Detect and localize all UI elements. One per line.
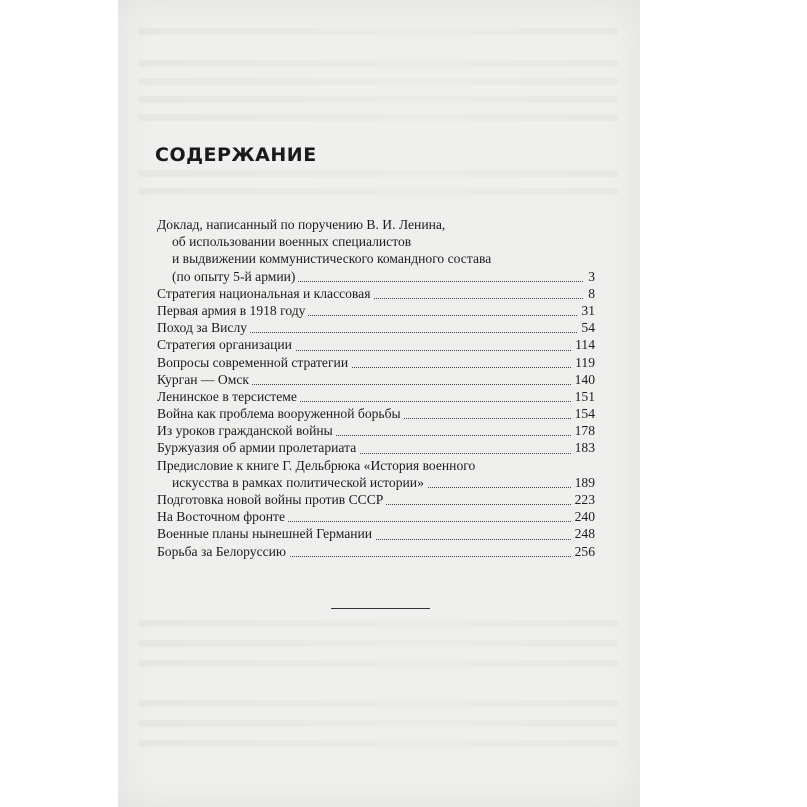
toc-entry [157, 457, 595, 491]
toc-entry-line [157, 302, 595, 319]
toc-page-number: 140 [571, 371, 595, 388]
toc-entry-line [157, 525, 595, 542]
toc-entry-line [157, 543, 595, 560]
toc-entry [157, 439, 595, 456]
toc-entry-title: Вопросы современной стратегии [157, 355, 351, 370]
toc-entry-line [157, 268, 595, 285]
toc-entry-line [157, 457, 595, 474]
bleed-through-line [138, 78, 618, 85]
toc-entry-title: Первая армия в 1918 году [157, 303, 308, 318]
toc-page-number: 8 [584, 285, 595, 302]
toc-entry-line [157, 405, 595, 422]
toc-entry [157, 285, 595, 302]
toc-entry-line [157, 508, 595, 525]
toc-entry-title: Из уроков гражданской войны [157, 423, 336, 438]
toc-entry [157, 371, 595, 388]
toc-entry [157, 508, 595, 525]
toc-entry-line [157, 422, 595, 439]
bleed-through-line [138, 720, 618, 727]
toc-entry-line [157, 233, 595, 250]
toc-entry-line [157, 491, 595, 508]
bleed-through-line [138, 640, 618, 647]
toc-entry [157, 525, 595, 542]
toc-entry [157, 319, 595, 336]
toc-entry [157, 302, 595, 319]
toc-page-number: 31 [577, 302, 595, 319]
toc-entry [157, 405, 595, 422]
toc-entry-line [157, 474, 595, 491]
toc-entry-title: Буржуазия об армии пролетариата [157, 440, 359, 455]
toc-entry-title: об использовании военных специалистов [172, 234, 414, 249]
toc-entry-line [157, 371, 595, 388]
toc-entry [157, 336, 595, 353]
toc-entry [157, 354, 595, 371]
toc-entry-title: Доклад, написанный по поручению В. И. Ленина, [157, 217, 448, 232]
bleed-through-line [138, 28, 618, 35]
toc-entry-line [157, 354, 595, 371]
toc-entry-title: (по опыту 5-й армии) [172, 269, 298, 284]
toc-page-number: 178 [571, 422, 595, 439]
toc-page-number: 151 [571, 388, 595, 405]
toc-entry [157, 422, 595, 439]
toc-page-number: 119 [571, 354, 595, 371]
toc-entry-title: Поход за Вислу [157, 320, 250, 335]
toc-entry-title: и выдвижении коммунистического командного состава [172, 251, 494, 266]
toc-entry [157, 216, 595, 285]
toc-entry-line [157, 285, 595, 302]
toc-page-number: 54 [577, 319, 595, 336]
toc-page-number: 3 [584, 268, 595, 285]
toc-entry-title: Курган — Омск [157, 372, 252, 387]
toc-entry [157, 543, 595, 560]
bleed-through-line [138, 620, 618, 627]
toc-entry-line [157, 319, 595, 336]
bleed-through-line [138, 700, 618, 707]
toc-entry [157, 491, 595, 508]
toc-page-number: 154 [571, 405, 595, 422]
toc-entry-title: Подготовка новой войны против СССР [157, 492, 386, 507]
bleed-through-line [138, 114, 618, 121]
toc-entry-line [157, 250, 595, 267]
toc-entry-title: Борьба за Белоруссию [157, 544, 289, 559]
closing-rule [331, 608, 430, 609]
bleed-through-line [138, 740, 618, 747]
toc-page-number: 240 [571, 508, 595, 525]
toc-page-number: 223 [571, 491, 595, 508]
toc-entry [157, 388, 595, 405]
toc-entry-title: На Восточном фронте [157, 509, 288, 524]
toc-page-number: 256 [571, 543, 595, 560]
toc-page-number: 183 [571, 439, 595, 456]
toc-entry-title: Военные планы нынешней Германии [157, 526, 375, 541]
toc-entry-title: Стратегия организации [157, 337, 295, 352]
bleed-through-line [138, 96, 618, 103]
toc-entry-line [157, 216, 595, 233]
toc-entry-title: Ленинское в терсистеме [157, 389, 300, 404]
toc-entry-line [157, 388, 595, 405]
toc-entry-title: Предисловие к книге Г. Дельбрюка «История военного [157, 458, 478, 473]
toc-page-number: 189 [571, 474, 595, 491]
toc-page-number: 114 [571, 336, 595, 353]
toc-entry-line [157, 439, 595, 456]
toc-page-number: 248 [571, 525, 595, 542]
bleed-through-line [138, 660, 618, 667]
bleed-through-line [138, 170, 618, 177]
contents-title: СОДЕРЖАНИЕ [155, 144, 317, 166]
bleed-through-line [138, 188, 618, 195]
table-of-contents [157, 216, 595, 560]
toc-entry-title: Война как проблема вооруженной борьбы [157, 406, 404, 421]
bleed-through-line [138, 60, 618, 67]
toc-entry-title: искусства в рамках политической истории» [172, 475, 427, 490]
toc-entry-title: Стратегия национальная и классовая [157, 286, 373, 301]
toc-entry-line [157, 336, 595, 353]
